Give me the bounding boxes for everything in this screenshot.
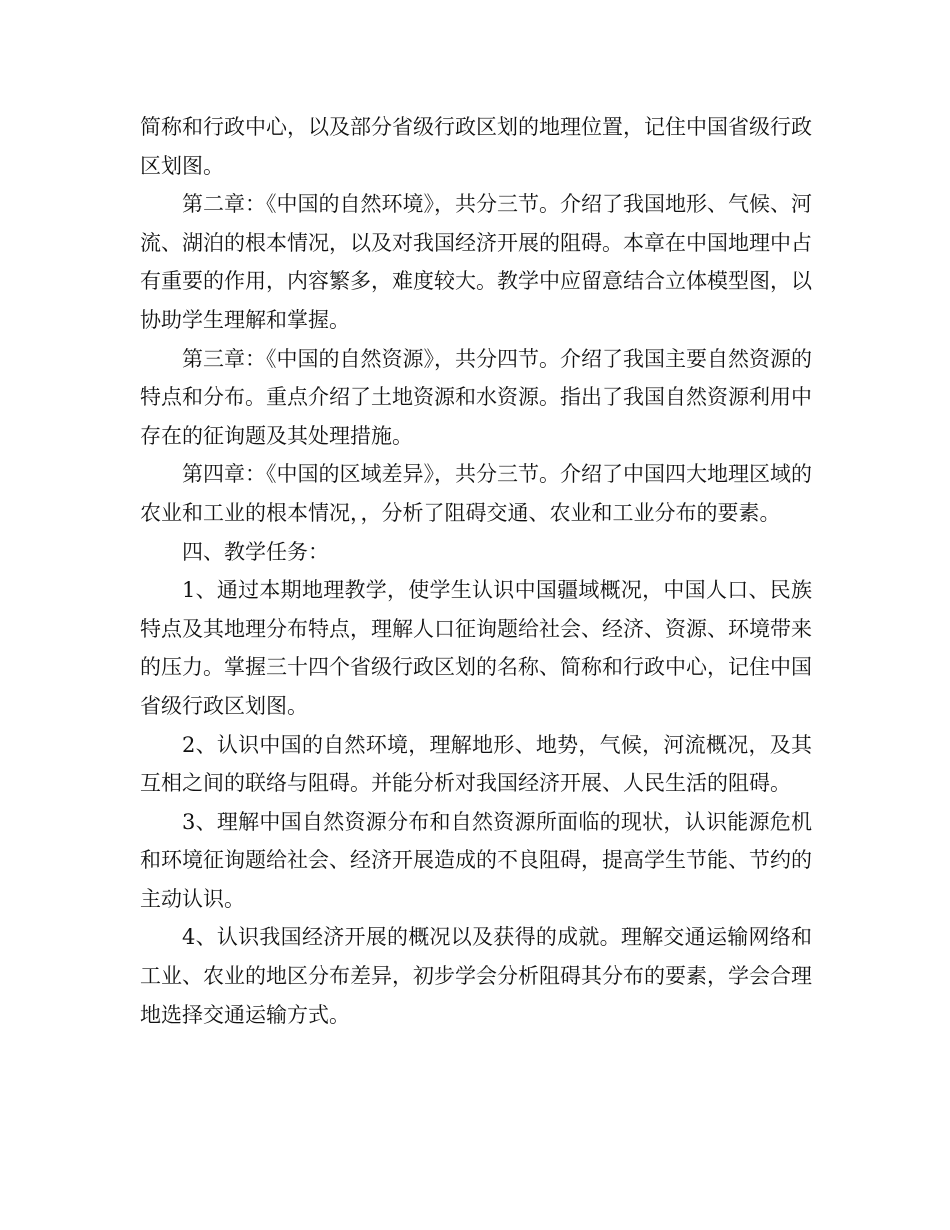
paragraph-chapter-4: 第四章：《中国的区域差异》，共分三节。介绍了中国四大地理区域的农业和工业的根本情况，，分析了阻碍交通、农业和工业分布的要素。	[140, 462, 812, 525]
task-item-1: 1、通过本期地理教学，使学生认识中国疆域概况，中国人口、民族特点及其地理分布特点，理解人口征询题给社会、经济、资源、环境带来的压力。掌握三十四个省级行政区划的名称、简称和行政中心，记住中国省级行政区划图。	[140, 578, 812, 718]
paragraph-continuation: 简称和行政中心，以及部分省级行政区划的地理位置，记住中国省级行政区划图。	[140, 115, 812, 178]
section-heading-teaching-tasks: 四、教学任务：	[182, 539, 329, 564]
task-item-2: 2、认识中国的自然环境，理解地形、地势，气候，河流概况，及其互相之间的联络与阻碍。并能分析对我国经济开展、人民生活的阻碍。	[140, 732, 812, 796]
task-item-4: 4、认识我国经济开展的概况以及获得的成就。理解交通运输网络和工业、农业的地区分布差异，初步学会分析阻碍其分布的要素，学会合理地选择交通运输方式。	[140, 925, 812, 1027]
paragraph-chapter-3: 第三章：《中国的自然资源》，共分四节。介绍了我国主要自然资源的特点和分布。重点介绍了土地资源和水资源。指出了我国自然资源利用中存在的征询题及其处理措施。	[140, 346, 812, 448]
paragraph-chapter-2: 第二章：《中国的自然环境》，共分三节。介绍了我国地形、气候、河流、湖泊的根本情况，以及对我国经济开展的阻碍。本章在中国地理中占有重要的作用，内容繁多，难度较大。教学中应留意结合立体模型图，以协助学生理解和掌握。	[140, 192, 812, 332]
task-item-3: 3、理解中国自然资源分布和自然资源所面临的现状，认识能源危机和环境征询题给社会、经济开展造成的不良阻碍，提高学生节能、节约的主动认识。	[140, 809, 812, 911]
document-body	[140, 108, 812, 1034]
